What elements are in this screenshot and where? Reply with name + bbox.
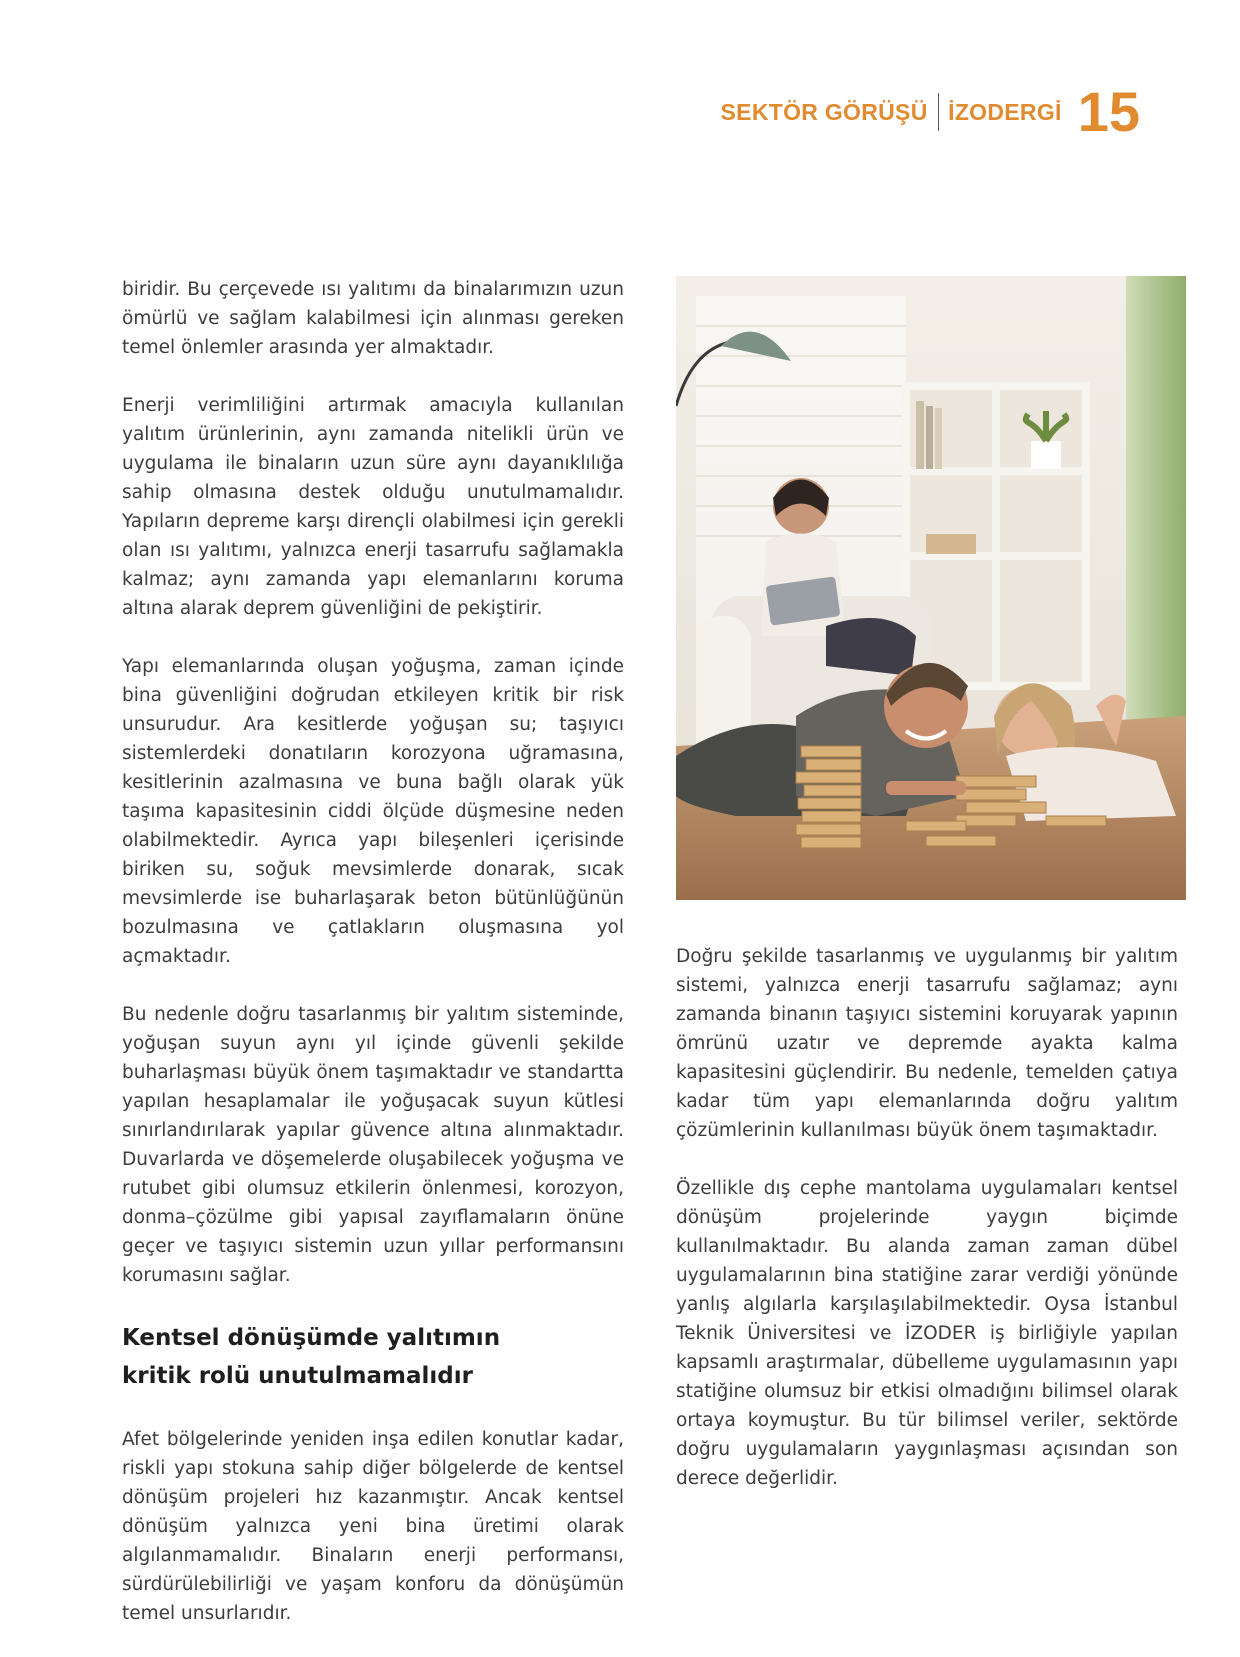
left-column (122, 275, 624, 1657)
paragraph: biridir. Bu çerçevede ısı yalıtımı da binalarımızın uzun ömürlü ve sağlam kalabilmesi için alınması gereken temel önlemler arasında yer almaktadır. (122, 279, 624, 358)
paragraph: Afet bölgelerinde yeniden inşa edilen konutlar kadar, riskli yapı stokuna sahip diğer bölgelerde de kentsel dönüşüm projeleri hız kazanmıştır. Ancak kentsel dönüşüm yalnızca yeni bina üretimi olarak algılanmamalıdır. Binaların enerji performansı, sürdürülebilirliği ve yaşam konforu da dönüşümün temel unsurlarıdır. (122, 1429, 624, 1624)
section-heading (122, 1319, 624, 1395)
family-photo-illustration (676, 276, 1186, 900)
page-number: 15 (1077, 80, 1140, 143)
section-title: SEKTÖR GÖRÜŞÜ (720, 98, 928, 125)
paragraph: Özellikle dış cephe mantolama uygulamaları kentsel dönüşüm projelerinde yaygın biçimde kullanılmaktadır. Bu alanda zaman zaman dübel uygulamalarının bina statiğine zarar verdiği yönünde yanlış algılarla karşılaşılabilmektedir. Oysa İstanbul Teknik Üniversitesi ve İZODER iş birliğiyle yapılan kapsamlı araştırmalar, dübelleme uygulamasının yapı statiğine olumsuz bir etkisi olmadığını bilimsel olarak ortaya koymuştur. Bu tür bilimsel veriler, sektörde doğru uygulamaların yaygınlaşması açısından son derece değerlidir. (676, 1178, 1178, 1489)
paragraph: Doğru şekilde tasarlanmış ve uygulanmış bir yalıtım sistemi, yalnızca enerji tasarrufu sağlamaz; aynı zamanda binanın taşıyıcı sistemini koruyarak yapının ömrünü uzatır ve depremde ayakta kalma kapasitesini güçlendirir. Bu nedenle, temelden çatıya kadar tüm yapı elemanlarında doğru yalıtım çözümlerinin kullanılması büyük önem taşımaktadır. (676, 946, 1178, 1141)
magazine-name: İZODERGİ (948, 98, 1062, 125)
family-photo (676, 276, 1186, 900)
paragraph: Bu nedenle doğru tasarlanmış bir yalıtım sisteminde, yoğuşan suyun aynı yıl içinde güvenli şekilde buharlaşması büyük önem taşımaktadır ve standartta yapılan hesaplamalar ile yoğuşacak suyun kütlesi sınırlandırılarak yapılar güvence altına alınmaktadır. Duvarlarda ve döşemelerde oluşabilecek yoğuşma ve rutubet gibi olumsuz etkilerin önlenmesi, korozyon, donma–çözülme gibi yapısal zayıflamaların önüne geçer ve taşıyıcı sistemin uzun yıllar performansını korumasını sağlar. (122, 1004, 624, 1286)
heading-line: kritik rolü unutulmamalıdır (122, 1363, 473, 1389)
page-header (721, 82, 1140, 142)
paragraph: Yapı elemanlarında oluşan yoğuşma, zaman içinde bina güvenliğini doğrudan etkileyen kritik bir risk unsurudur. Ara kesitlerde yoğuşan su; taşıyıcı sistemlerdeki donatıların korozyona uğramasına, kesitlerinin azalmasına ve buna bağlı olarak yük taşıma kapasitesinin ciddi ölçüde düşmesine neden olabilmektedir. Ayrıca yapı bileşenleri içerisinde biriken su, soğuk mevsimlerde donarak, sıcak mevsimlerde ise buharlaşarak beton bütünlüğünün bozulmasına ve çatlakların oluşmasına yol açmaktadır. (122, 656, 624, 967)
header-divider (938, 93, 940, 131)
paragraph: Enerji verimliliğini artırmak amacıyla kullanılan yalıtım ürünlerinin, aynı zamanda nitelikli ürün ve uygulama ile binaların uzun süre aynı dayanıklılığa sahip olmasına destek olduğu unutulmamalıdır. Yapıların depreme karşı dirençli olabilmesi için gerekli olan ısı yalıtımı, yalnızca enerji tasarrufu sağlamakla kalmaz; aynı zamanda yapı elemanlarını koruma altına alarak deprem güvenliğini de pekiştirir. (122, 395, 624, 619)
heading-line: Kentsel dönüşümde yalıtımın (122, 1325, 501, 1351)
right-column (676, 942, 1178, 1522)
